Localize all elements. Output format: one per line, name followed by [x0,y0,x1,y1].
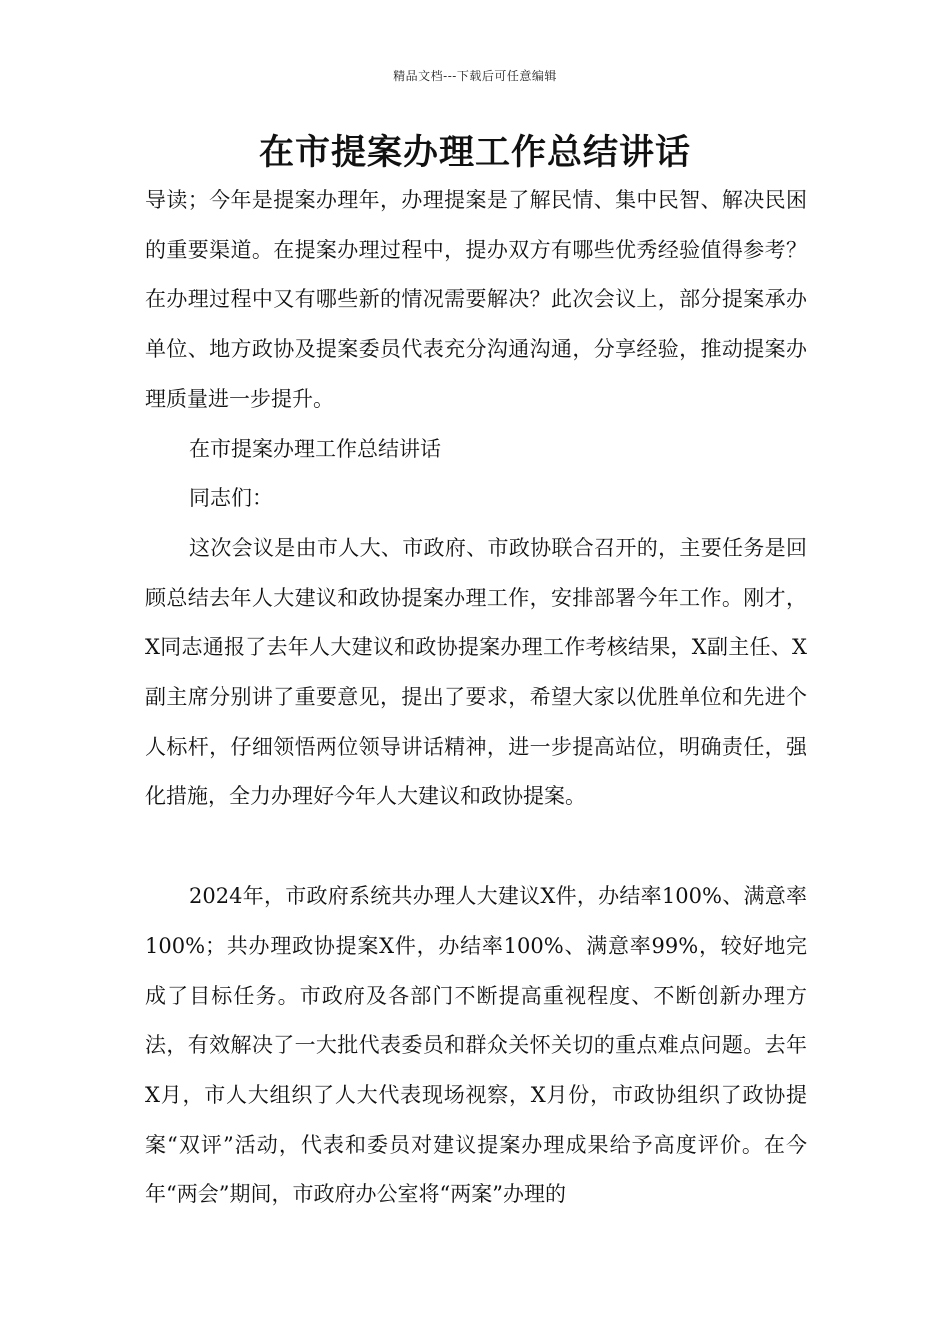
body-paragraph: 这次会议是由市人大、市政府、市政协联合召开的，主要任务是回顾总结去年人大建议和政协提案办理工作，安排部署今年工作。刚才，X同志通报了去年人大建议和政协提案办理工作考核结果，X副主任、X副主席分别讲了重要意见，提出了要求，希望大家以优胜单位和先进个人标杆，仔细领悟两位领导讲话精神，进一步提高站位，明确责任，强化措施，全力办理好今年人大建议和政协提案。 [145,535,807,809]
body-paragraph: 2024年，市政府系统共办理人大建议X件，办结率100%、满意率100%；共办理政协提案X件，办结率100%、满意率99%，较好地完成了目标任务。市政府及各部门不断提高重视程度、不断创新办理方法，有效解决了一大批代表委员和群众关怀关切的重点难点问题。去年X月，市人大组织了人大代表现场视察，X月份，市政协组织了政协提案“双评”活动，代表和委员对建议提案办理成果给予高度评价。在今年“两会”期间，市政府办公室将“两案”办理的 [145,884,807,1207]
speech-subtitle: 在市提案办理工作总结讲话 [189,436,441,461]
paragraph-spacer [145,822,807,872]
document-body [145,176,807,1220]
lead-paragraph: 导读；今年是提案办理年，办理提案是了解民情、集中民智、解决民困的重要渠道。在提案办理过程中，提办双方有哪些优秀经验值得参考？在办理过程中又有哪些新的情况需要解决？此次会议上，部分提案承办单位、地方政协及提案委员代表充分沟通沟通，分享经验，推动提案办理质量进一步提升。 [145,188,807,411]
header-note: 精品文档---下载后可任意编辑 [393,69,557,83]
salutation: 同志们： [189,486,273,511]
document-title: 在市提案办理工作总结讲话 [258,132,691,173]
